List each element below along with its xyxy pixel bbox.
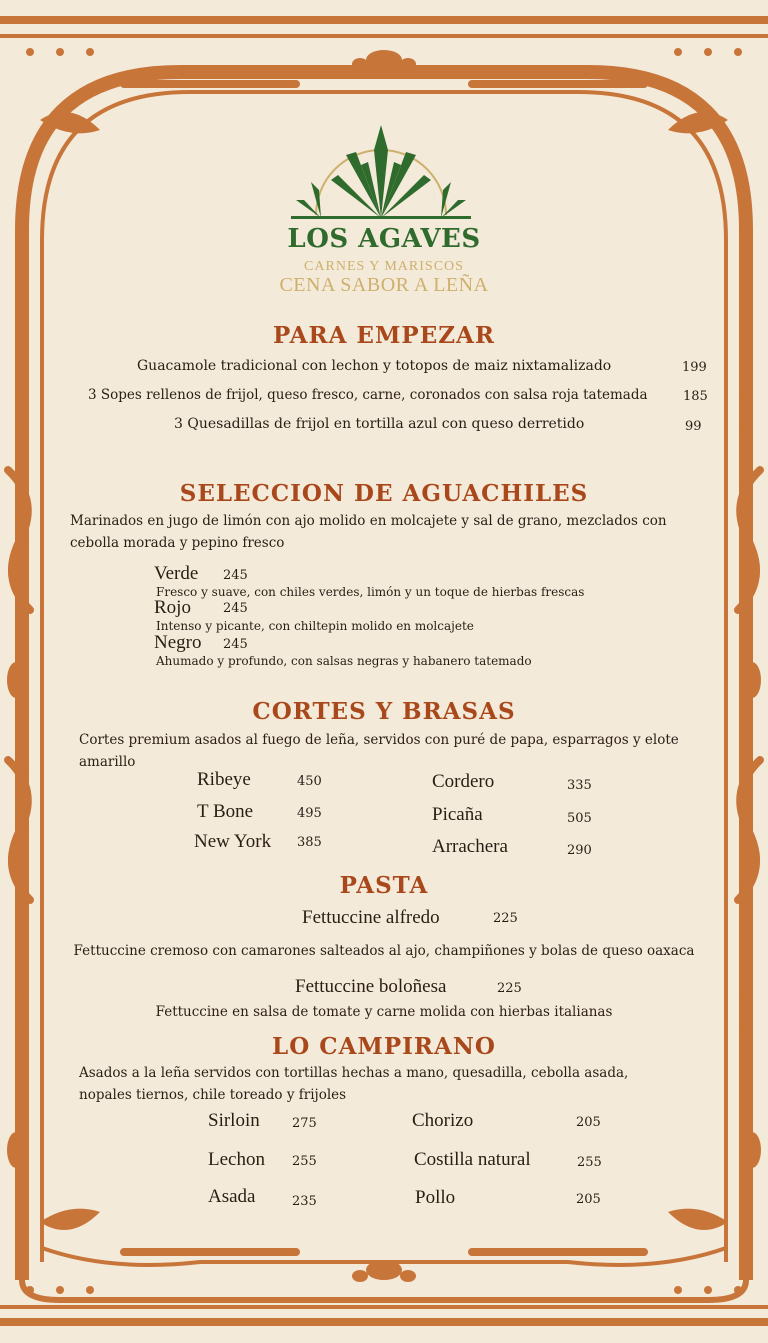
menu-item-text: 3 Quesadillas de frijol en tortilla azul con queso derretido bbox=[174, 416, 585, 432]
cut-name: Cordero bbox=[432, 771, 495, 792]
cut-name: Arrachera bbox=[432, 836, 508, 857]
campirano-price: 205 bbox=[576, 1115, 601, 1130]
section-heading-campirano: LO CAMPIRANO bbox=[272, 1033, 496, 1060]
cut-name: Ribeye bbox=[197, 769, 251, 790]
campirano-name: Pollo bbox=[415, 1187, 456, 1208]
aguachile-desc: Fresco y suave, con chiles verdes, limón y un toque de hierbas frescas bbox=[156, 585, 585, 599]
campirano-name: Asada bbox=[208, 1186, 256, 1207]
aguachile-name: Verde bbox=[154, 563, 199, 584]
section-heading-para-empezar: PARA EMPEZAR bbox=[273, 322, 495, 349]
campirano-price: 275 bbox=[292, 1116, 317, 1131]
section-heading-cortes: CORTES Y BRASAS bbox=[252, 698, 516, 725]
cut-price: 385 bbox=[297, 835, 322, 850]
logo-subtitle: CARNES Y MARISCOS bbox=[304, 259, 464, 274]
aguachile-price: 245 bbox=[223, 637, 248, 652]
menu-item-price: 199 bbox=[682, 360, 707, 375]
pasta-name: Fettuccine alfredo bbox=[302, 907, 440, 928]
cut-name: T Bone bbox=[197, 801, 254, 822]
logo-tagline: CENA SABOR A LEÑA bbox=[279, 274, 489, 296]
aguachile-desc: Ahumado y profundo, con salsas negras y habanero tatemado bbox=[156, 654, 532, 668]
cut-price: 495 bbox=[297, 806, 322, 821]
campirano-name: Sirloin bbox=[208, 1110, 260, 1131]
cut-price: 335 bbox=[567, 778, 592, 793]
agave-plant-icon bbox=[286, 120, 476, 225]
section-description: Marinados en jugo de limón con ajo molido en molcajete y sal de grano, mezclados con cebolla morada y pepino fresco bbox=[70, 513, 667, 551]
aguachile-desc: Intenso y picante, con chiltepin molido en molcajete bbox=[156, 619, 474, 633]
section-description: Asados a la leña servidos con tortillas hechas a mano, quesadilla, cebolla asada, nopales tiernos, chile toreado y frijoles bbox=[79, 1065, 629, 1103]
campirano-name: Costilla natural bbox=[414, 1149, 531, 1170]
aguachile-name: Rojo bbox=[154, 597, 191, 618]
section-heading-pasta: PASTA bbox=[339, 872, 429, 899]
pasta-price: 225 bbox=[497, 981, 522, 996]
pasta-name: Fettuccine boloñesa bbox=[295, 976, 447, 997]
aguachile-name: Negro bbox=[154, 632, 202, 653]
cut-price: 505 bbox=[567, 811, 592, 826]
campirano-price: 235 bbox=[292, 1194, 317, 1209]
pasta-desc: Fettuccine en salsa de tomate y carne molida con hierbas italianas bbox=[155, 1004, 613, 1020]
aguachile-price: 245 bbox=[223, 601, 248, 616]
campirano-name: Lechon bbox=[208, 1149, 265, 1170]
pasta-desc: Fettuccine cremoso con camarones salteados al ajo, champiñones y bolas de queso oaxaca bbox=[73, 943, 695, 959]
campirano-price: 255 bbox=[577, 1155, 602, 1170]
menu-item-text: 3 Sopes rellenos de frijol, queso fresco, carne, coronados con salsa roja tatemada bbox=[88, 387, 648, 403]
menu-item-price: 99 bbox=[685, 419, 702, 434]
campirano-price: 255 bbox=[292, 1154, 317, 1169]
menu-item-text: Guacamole tradicional con lechon y totopos de maiz nixtamalizado bbox=[137, 358, 612, 374]
logo-title: LOS AGAVES bbox=[287, 224, 481, 254]
cut-price: 290 bbox=[567, 843, 592, 858]
section-description: Cortes premium asados al fuego de leña, servidos con puré de papa, esparragos y elote amarillo bbox=[79, 732, 679, 770]
menu-item-price: 185 bbox=[683, 389, 708, 404]
campirano-name: Chorizo bbox=[412, 1110, 474, 1131]
cut-price: 450 bbox=[297, 774, 322, 789]
campirano-price: 205 bbox=[576, 1192, 601, 1207]
cut-name: Picaña bbox=[432, 804, 483, 825]
cut-name: New York bbox=[194, 831, 272, 852]
pasta-price: 225 bbox=[493, 911, 518, 926]
aguachile-price: 245 bbox=[223, 568, 248, 583]
section-heading-aguachiles: SELECCION DE AGUACHILES bbox=[179, 480, 589, 507]
